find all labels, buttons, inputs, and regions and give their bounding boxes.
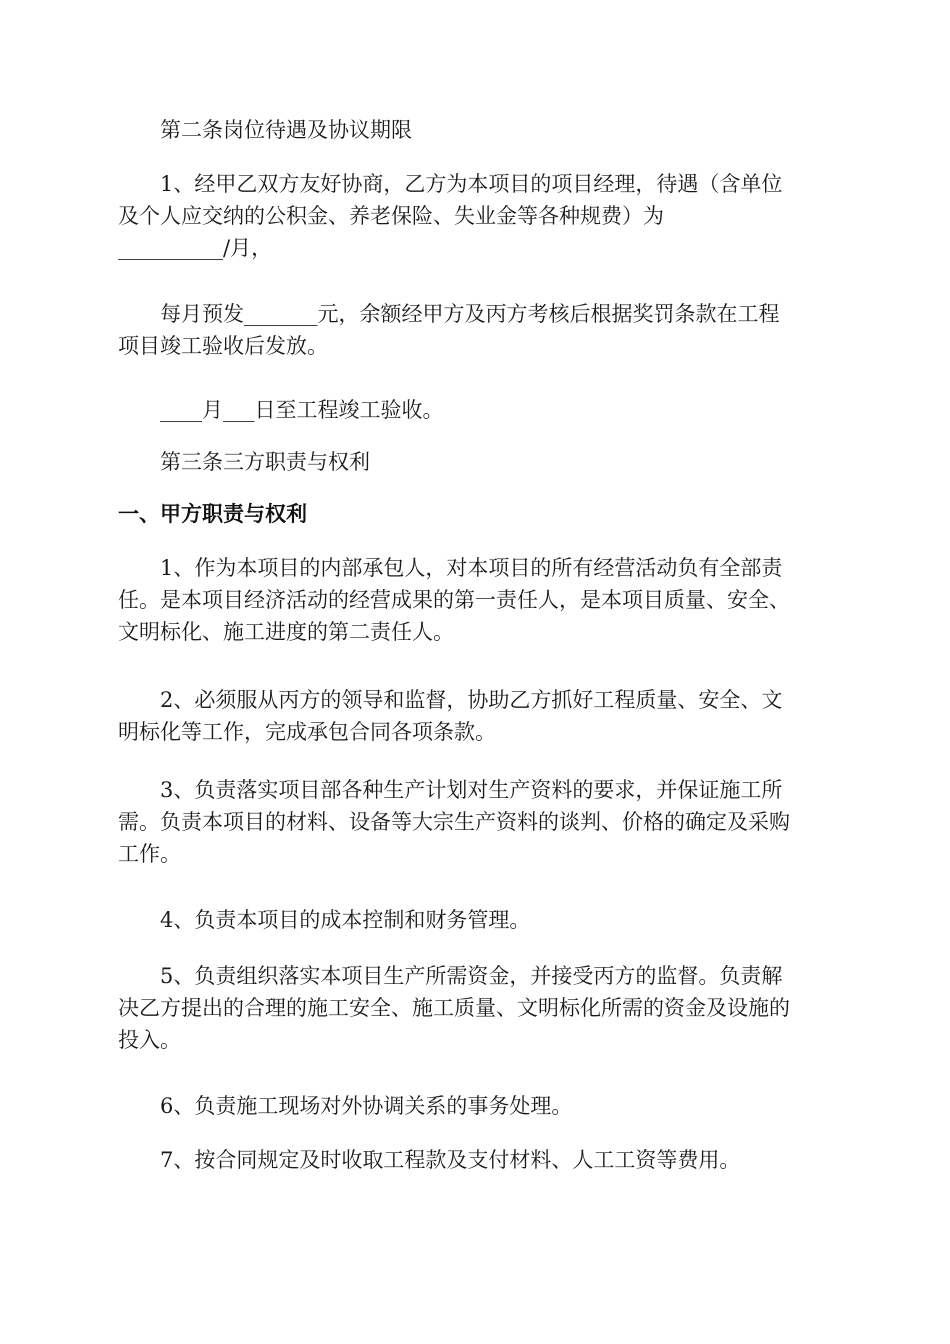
article3-title	[118, 446, 834, 478]
duty-4	[118, 904, 834, 936]
duty-5	[118, 960, 834, 1056]
text-line: 6、负责施工现场对外协调关系的事务处理。	[160, 1094, 573, 1118]
text-line: 7、按合同规定及时收取工程款及支付材料、人工工资等费用。	[160, 1148, 741, 1172]
text-line: 需。负责本项目的材料、设备等大宗生产资料的谈判、价格的确定及采购	[118, 810, 790, 834]
text-line: 1、经甲乙双方友好协商，乙方为本项目的项目经理，待遇（含单位	[160, 172, 783, 196]
duty-1	[118, 552, 834, 648]
duty-7	[118, 1144, 834, 1176]
term-period	[118, 394, 834, 426]
text-line: 4、负责本项目的成本控制和财务管理。	[160, 908, 531, 932]
text-line: 明标化等工作，完成承包合同各项条款。	[118, 720, 496, 744]
duty-3	[118, 774, 834, 870]
text-line: 第二条岗位待遇及协议期限	[160, 118, 412, 142]
text-line: 决乙方提出的合理的施工安全、施工质量、文明标化所需的资金及设施的	[118, 996, 790, 1020]
text-line: 一、甲方职责与权利	[118, 502, 307, 526]
duty-6	[118, 1090, 834, 1122]
text-line: 3、负责落实项目部各种生产计划对生产资料的要求，并保证施工所	[160, 778, 783, 802]
text-line: 文明标化、施工进度的第二责任人。	[118, 620, 454, 644]
text-line: 2、必须服从丙方的领导和监督，协助乙方抓好工程质量、安全、文	[160, 688, 783, 712]
text-line: __________/月，	[118, 236, 273, 260]
text-line: ____月___日至工程竣工验收。	[160, 398, 444, 422]
text-line: 第三条三方职责与权利	[160, 450, 370, 474]
text-line: 5、负责组织落实本项目生产所需资金，并接受丙方的监督。负责解	[160, 964, 783, 988]
text-line: 项目竣工验收后发放。	[118, 334, 328, 358]
text-line: 1、作为本项目的内部承包人，对本项目的所有经营活动负有全部责	[160, 556, 783, 580]
duty-2	[118, 684, 834, 748]
text-line: 及个人应交纳的公积金、养老保险、失业金等各种规费）为	[118, 204, 664, 228]
text-line: 工作。	[118, 842, 181, 866]
text-line: 任。是本项目经济活动的经营成果的第一责任人，是本项目质量、安全、	[118, 588, 790, 612]
section-party-a-heading	[118, 498, 834, 530]
text-line: 每月预发_______元，余额经甲方及丙方考核后根据奖罚条款在工程	[160, 302, 780, 326]
article2-title	[118, 114, 834, 146]
text-line: 投入。	[118, 1028, 181, 1052]
clause-1-salary	[118, 168, 834, 264]
monthly-advance	[118, 298, 834, 362]
